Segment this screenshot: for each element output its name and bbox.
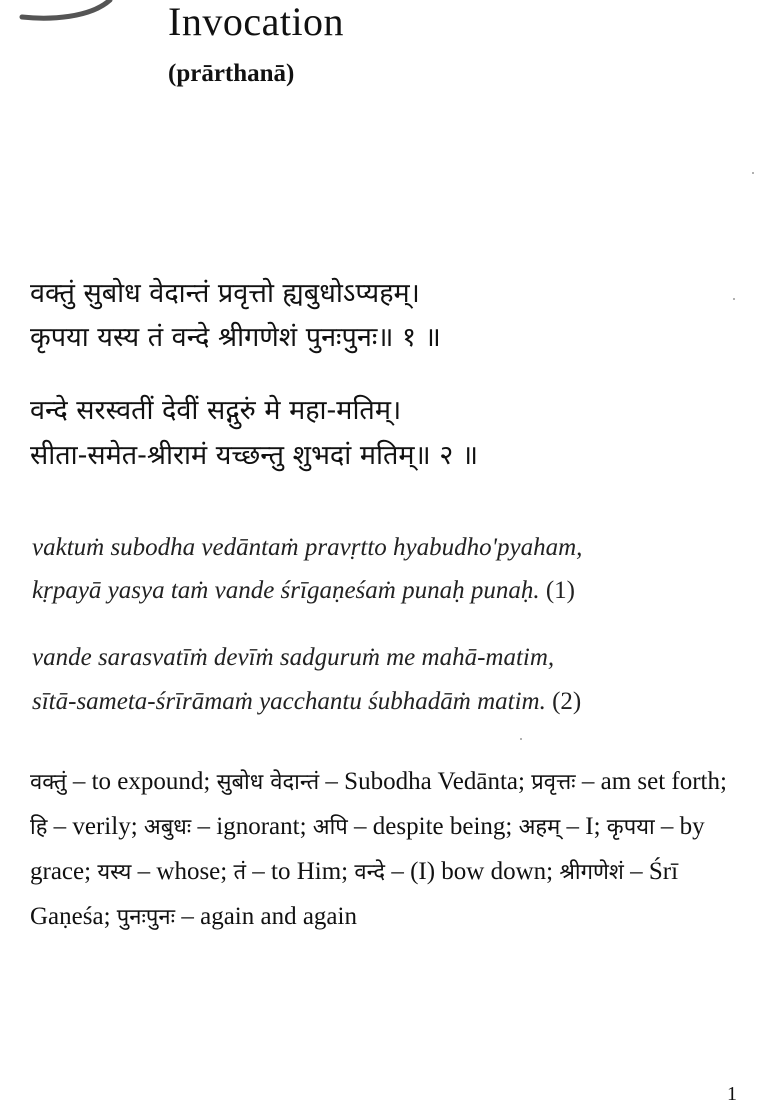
glossary-entry: कृपया – by grace; [30,813,705,885]
verse-2-line-2: सीता-समेत-श्रीरामं यच्छन्तु शुभदां मतिम्॥ २ ॥ [30,440,479,471]
translit-1-line-2 [32,569,575,612]
glossary-entry: तं – to Him; [233,858,349,885]
decorative-swirl-icon [0,0,130,30]
glossary-entry: वन्दे – (I) bow down; [354,858,554,885]
verse-1-line-2: कृपया यस्य तं वन्दे श्रीगणेशं पुनःपुनः॥ १ ॥ [30,322,441,353]
word-glossary [30,760,750,940]
page-number: 1 [727,1083,737,1105]
verse-1-line-1: वक्तुं सुबोध वेदान्तं प्रवृत्तो ह्यबुधोऽप्यहम्। [30,278,420,309]
translit-2-line-1: vande sarasvatīṁ devīṁ sadguruṁ me mahā-matim, [32,644,555,671]
verse-number-1: (1) [545,577,575,604]
glossary-entry: हि – verily; [30,813,138,840]
glossary-entry: प्रवृत्तः – am set forth; [531,768,727,795]
glossary-entry: अपि – despite being; [312,813,513,840]
scan-speck [752,172,754,174]
verse-2-line-1: वन्दे सरस्वतीं देवीं सद्गुरुं मे महा-मतिम्। [30,395,402,426]
verse-number-2: (2) [552,688,582,715]
page-subtitle: (prārthanā) [168,60,295,87]
translit-1-line-1: vaktuṁ subodha vedāntaṁ pravṛtto hyabudho'pyaham, [32,534,583,561]
glossary-entry: वक्तुं – to expound; [30,768,211,795]
glossary-entry: श्रीगणेशं – Śrī Gaṇeśa; [30,858,679,930]
translit-2-line-2-text: sītā-sameta-śrīrāmaṁ yacchantu śubhadāṁ matim. [32,688,546,715]
scan-speck [520,738,522,740]
glossary-entry: यस्य – whose; [97,858,228,885]
glossary-entry: पुनःपुनः – again and again [116,903,357,930]
page-title: Invocation [168,0,345,44]
glossary-entry: सुबोध वेदान्तं – Subodha Vedānta; [216,768,525,795]
glossary-entry: अहम् – I; [518,813,601,840]
scan-speck [733,298,735,300]
translit-2-line-2 [32,680,581,723]
glossary-entry: अबुधः – ignorant; [143,813,307,840]
translit-1-line-2-text: kṛpayā yasya taṁ vande śrīgaṇeśaṁ punaḥ punaḥ. [32,577,540,604]
